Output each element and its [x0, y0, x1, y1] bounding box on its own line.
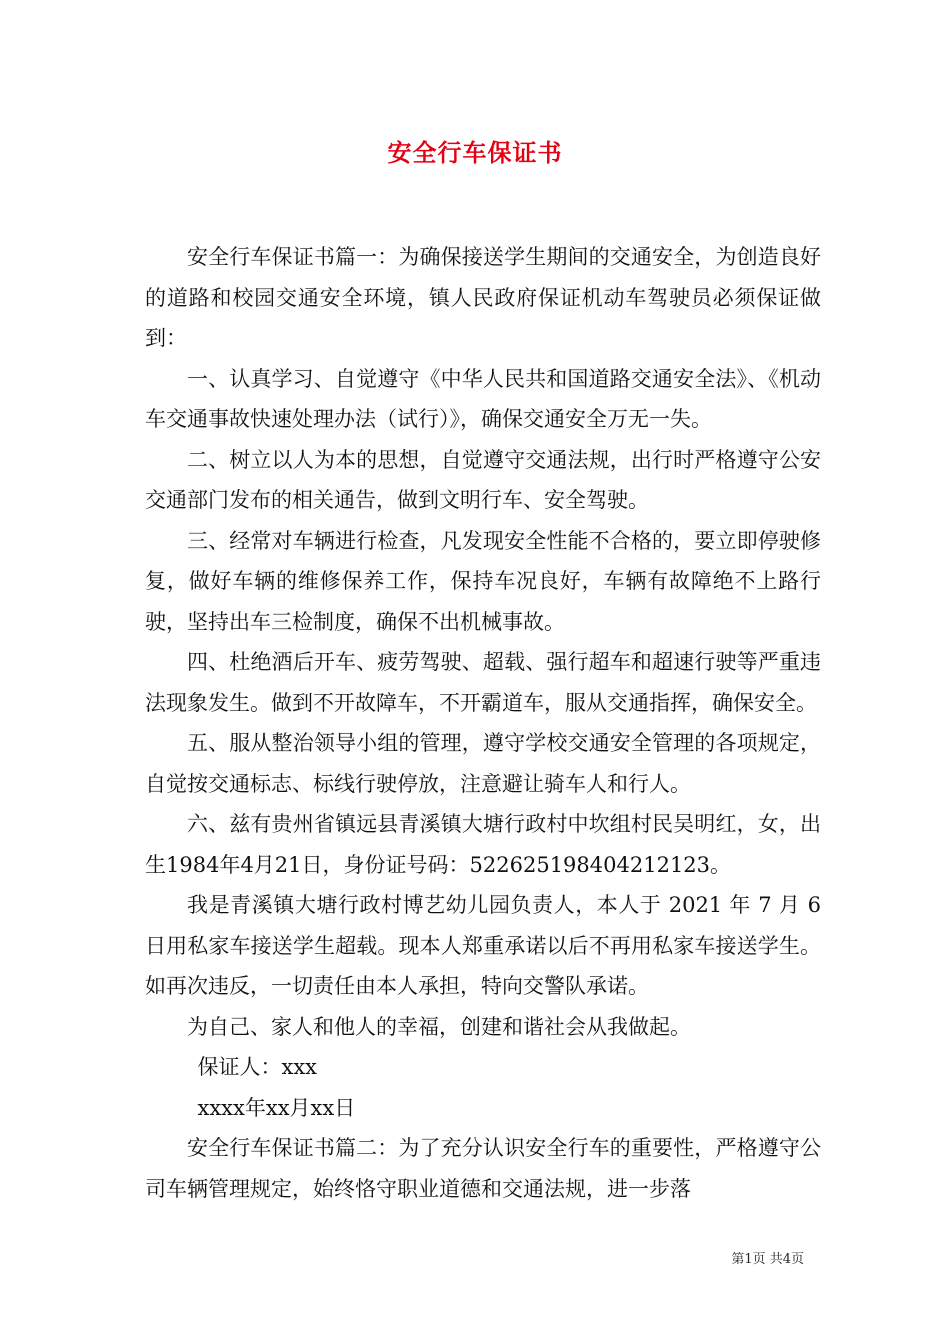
signature-date: xxxx年xx月xx日 [197, 1095, 356, 1120]
paragraph-item-4: 四、杜绝酒后开车、疲劳驾驶、超载、强行超车和超速行驶等严重违法现象发生。做到不开故障车，不开霸道车，服从交通指挥，确保安全。 [145, 650, 821, 715]
paragraph-item-1: 一、认真学习、自觉遵守《中华人民共和国道路交通安全法》、《机动车交通事故快速处理办法（试行）》，确保交通安全万无一失。 [145, 366, 821, 431]
paragraph-pledge: 我是青溪镇大塘行政村博艺幼儿园负责人，本人于 2021 年 7 月 6 日用私家车接送学生超载。现本人郑重承诺以后不再用私家车接送学生。如再次违反，一切责任由本人承担，特向交警队承诺。 [145, 893, 821, 998]
paragraph-part-two: 安全行车保证书篇二：为了充分认识安全行车的重要性，严格遵守公司车辆管理规定，始终恪守职业道德和交通法规，进一步落 [145, 1136, 821, 1201]
paragraph-item-2: 二、树立以人为本的思想，自觉遵守交通法规，出行时严格遵守公安交通部门发布的相关通告，做到文明行车、安全驾驶。 [145, 447, 821, 512]
paragraph-item-5: 五、服从整治领导小组的管理，遵守学校交通安全管理的各项规定，自觉按交通标志、标线行驶停放，注意避让骑车人和行人。 [145, 731, 821, 796]
paragraph-item-3: 三、经常对车辆进行检查，凡发现安全性能不合格的，要立即停驶修复，做好车辆的维修保养工作，保持车况良好，车辆有故障绝不上路行驶，坚持出车三检制度，确保不出机械事故。 [145, 528, 821, 634]
signature-guarantor: 保证人：xxx [197, 1055, 318, 1079]
paragraph-closing: 为自己、家人和他人的幸福，创建和谐社会从我做起。 [187, 1014, 691, 1039]
document-title: 安全行车保证书 [387, 138, 563, 167]
page-number: 第1页 共4页 [731, 1252, 804, 1267]
paragraph-intro: 安全行车保证书篇一：为确保接送学生期间的交通安全，为创造良好的道路和校园交通安全环境，镇人民政府保证机动车驾驶员必须保证做到： [145, 245, 821, 350]
document-body [145, 237, 821, 1209]
paragraph-item-6: 六、兹有贵州省镇远县青溪镇大塘行政村中坎组村民吴明红，女，出生1984年4月21日，身份证号码：522625198404212123。 [145, 812, 821, 877]
